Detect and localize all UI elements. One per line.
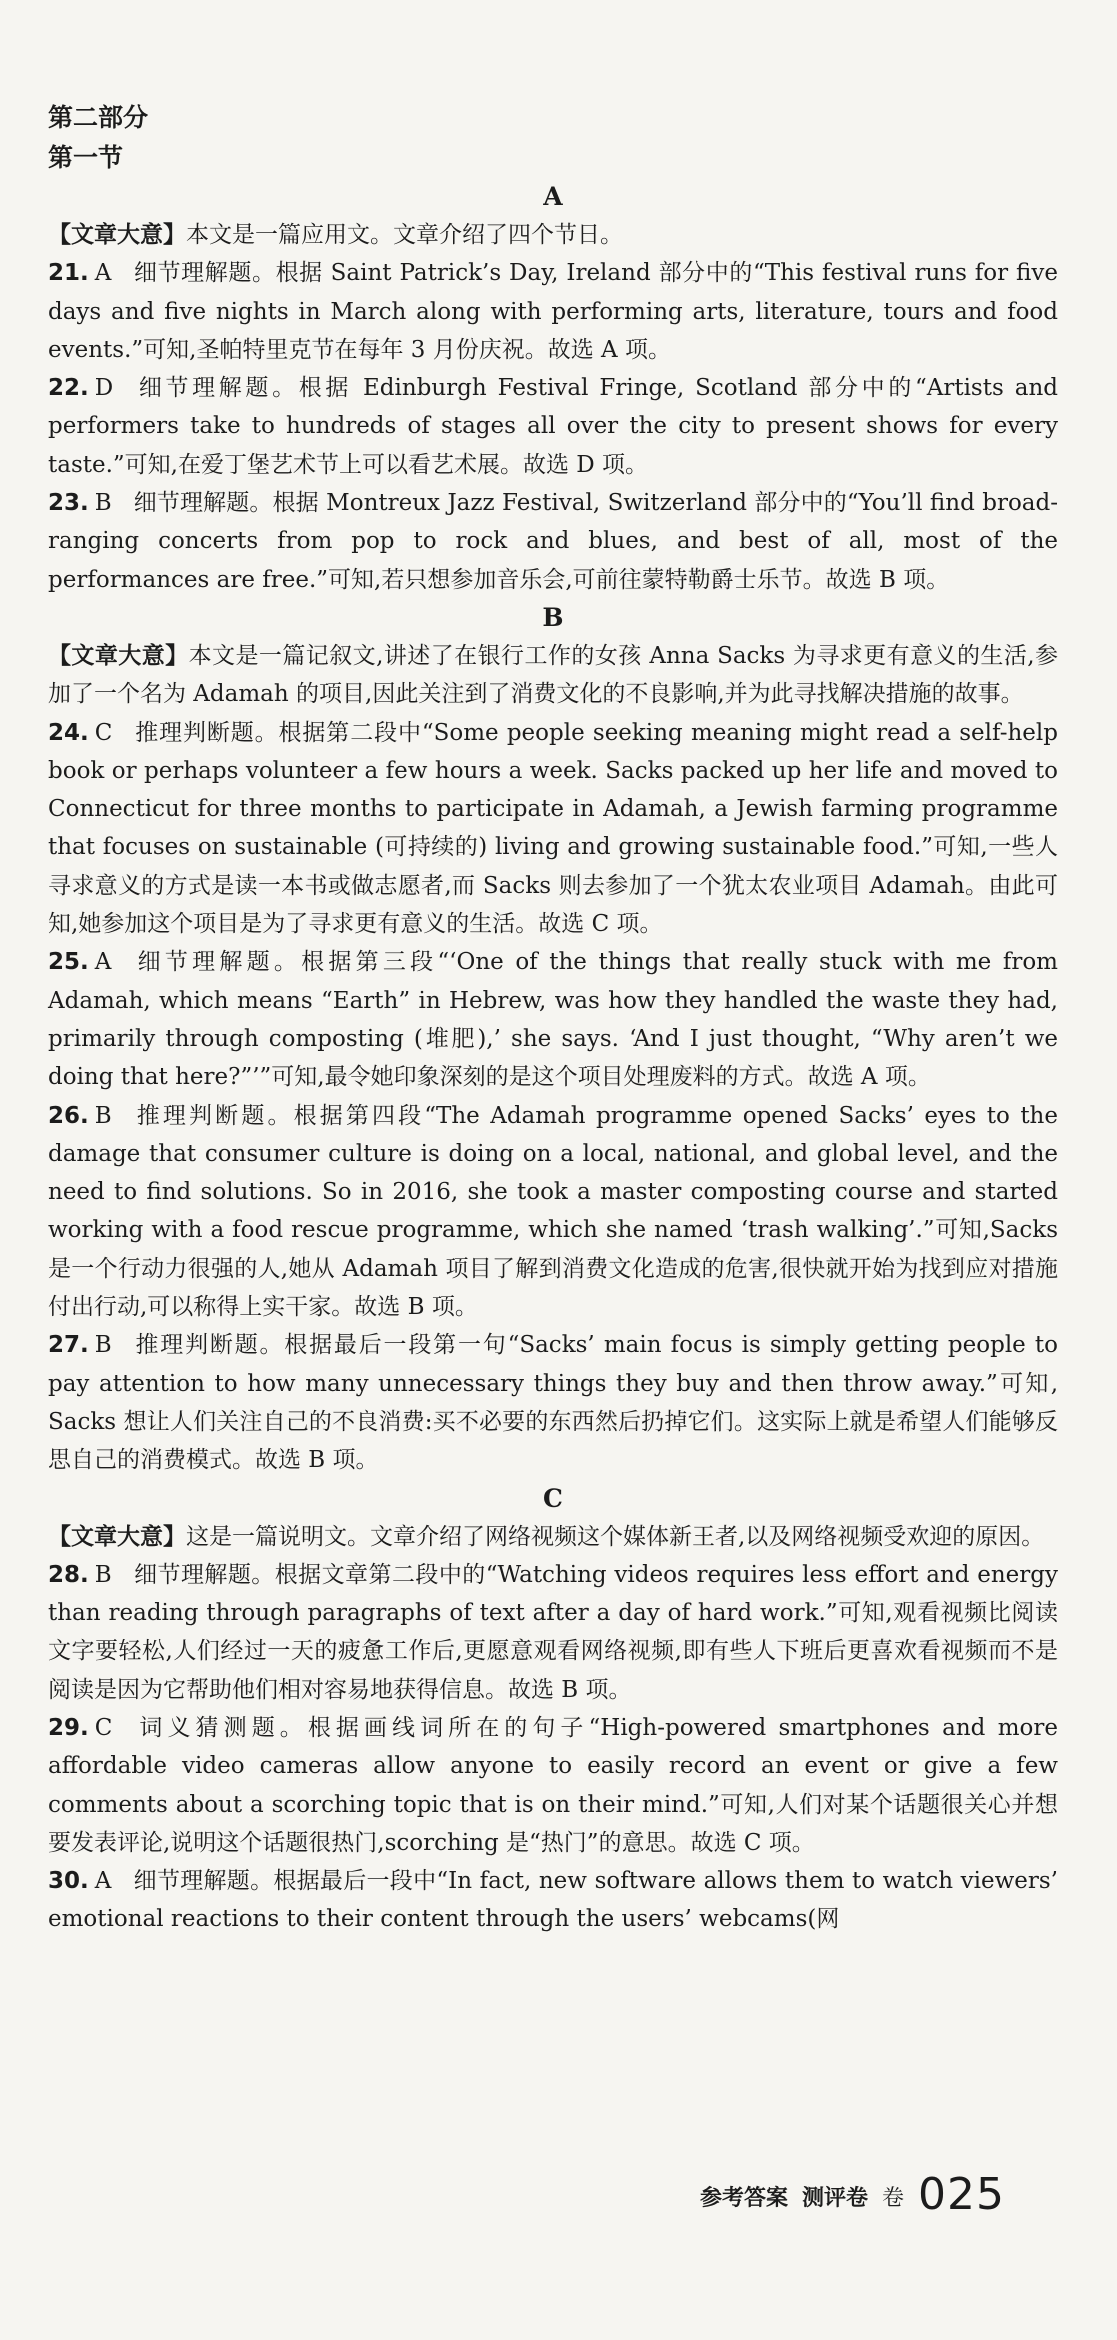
question-number: 30. bbox=[48, 1868, 89, 1895]
passage-letter: B bbox=[542, 602, 564, 632]
question-number: 27. bbox=[48, 1332, 89, 1359]
summary-label: 【文章大意】 bbox=[48, 222, 186, 248]
page-number: 025 bbox=[918, 2169, 1006, 2220]
question-number: 26. bbox=[48, 1102, 89, 1129]
explanation: 推理判断题。根据最后一段第一句“Sacks’ main focus is simply getting people to pay attention to how many unnecessary things they buy and then throw away.”可知, Sacks 想让人们关注自己的不良消费:买不必要的东西然后扔掉它们。这实际上就是希望人们能够反思自己的消费模式。故选 B 项。 bbox=[48, 1332, 1058, 1474]
answer-letter: A bbox=[94, 1868, 112, 1895]
summary-text: 这是一篇说明文。文章介绍了网络视频这个媒体新王者,以及网络视频受欢迎的原因。 bbox=[186, 1523, 1045, 1550]
explanation: 推理判断题。根据第二段中“Some people seeking meaning might read a self-help book or perhaps volunteer a few hours a week. Sacks packed up her life and moved to Connecticut for three months to participate in Adamah, a Jewish farming programme that focuses on sustainable (可持续的) living and growing sustainable food.”可知,一些人寻求意义的方式是读一本书或做志愿者,而 Sacks 则去参加了一个犹太农业项目 Adamah。由此可知,她参加这个项目是为了寻求更有意义的生活。故选 C 项。 bbox=[48, 719, 1058, 938]
passage-a bbox=[48, 178, 1058, 599]
answer-letter: A bbox=[94, 949, 112, 976]
question-number: 29. bbox=[48, 1714, 89, 1741]
answer-page bbox=[48, 98, 1058, 1939]
answer-item bbox=[48, 254, 1058, 369]
explanation: 细节理解题。根据 Montreux Jazz Festival, Switzerland 部分中的“You’ll find broad-ranging concerts from pop to rock and blues, and best of all, most of the performances are free.”可知,若只想参加音乐会,可前往蒙特勒爵士乐节。故选 B 项。 bbox=[48, 490, 1058, 593]
answer-letter: B bbox=[94, 1102, 112, 1129]
explanation: 词义猜测题。根据画线词所在的句子“High-powered smartphones and more affordable video cameras allow anyone to easily record an event or give a few comments about a scorching topic that is on their mind.”可知,人们对某个话题很关心并想要发表评论,说明这个话题很热门,scorching 是“热门”的意思。故选 C 项。 bbox=[48, 1714, 1058, 1856]
footer-reference-answers: 参考答案 bbox=[700, 2186, 789, 2211]
answer-item bbox=[48, 369, 1058, 484]
summary-text: 本文是一篇应用文。文章介绍了四个节日。 bbox=[186, 222, 623, 248]
section-title: 第一节 bbox=[48, 143, 124, 172]
question-number: 21. bbox=[48, 260, 89, 287]
answer-item bbox=[48, 714, 1058, 944]
answer-letter: C bbox=[94, 1714, 113, 1741]
answer-item bbox=[48, 484, 1058, 599]
passage-summary bbox=[48, 1518, 1058, 1556]
passage-letter: A bbox=[543, 182, 563, 211]
answer-item bbox=[48, 1709, 1058, 1862]
explanation: 细节理解题。根据 Saint Patrick’s Day, Ireland 部分中的“This festival runs for five days and five nights in March along with performing arts, literature, tours and food events.”可知,圣帕特里克节在每年 3 月份庆祝。故选 A 项。 bbox=[48, 260, 1058, 363]
answer-letter: B bbox=[94, 1332, 112, 1359]
question-number: 23. bbox=[48, 490, 89, 517]
explanation: 细节理解题。根据第三段“‘One of the things that really stuck with me from Adamah, which means “Earth” in Hebrew, was how they handled the waste they had, primarily through composting (堆肥),’ she says. ‘And I just thought, “Why aren’t we doing that here?”’”可知,最令她印象深刻的是这个项目处理废料的方式。故选 A 项。 bbox=[48, 949, 1058, 1091]
explanation: 细节理解题。根据 Edinburgh Festival Fringe, Scotland 部分中的“Artists and performers take to hundreds of stages all over the city to present shows for every taste.”可知,在爱丁堡艺术节上可以看艺术展。故选 D 项。 bbox=[48, 375, 1058, 478]
passage-c bbox=[48, 1480, 1058, 1939]
answer-item bbox=[48, 1862, 1058, 1939]
passage-letter: C bbox=[543, 1483, 563, 1513]
question-number: 25. bbox=[48, 949, 89, 976]
summary-text: 本文是一篇记叙文,讲述了在银行工作的女孩 Anna Sacks 为寻求更有意义的生活,参加了一个名为 Adamah 的项目,因此关注到了消费文化的不良影响,并为此寻找解决措施的故事。 bbox=[48, 642, 1059, 708]
passage-summary bbox=[48, 637, 1058, 714]
answer-item bbox=[48, 943, 1058, 1096]
answer-letter: C bbox=[94, 719, 113, 746]
explanation: 细节理解题。根据最后一段中“In fact, new software allows them to watch viewers’ emotional reactions to their content through the users’ webcams(网 bbox=[48, 1868, 1058, 1933]
answer-item bbox=[48, 1097, 1058, 1327]
footer-test-label: 测评卷 bbox=[802, 2186, 869, 2211]
page-footer bbox=[700, 2160, 1040, 2220]
answer-item bbox=[48, 1326, 1058, 1479]
passage-summary bbox=[48, 216, 1058, 254]
answer-letter: A bbox=[94, 260, 112, 287]
explanation: 推理判断题。根据第四段“The Adamah programme opened Sacks’ eyes to the damage that consumer culture is doing on a local, national, and global level, and the need to find solutions. So in 2016, she took a master composting course and started working with a food rescue programme, which she named ‘trash walking’.”可知,Sacks 是一个行动力很强的人,她从 Adamah 项目了解到消费文化造成的危害,很快就开始为找到应对措施付出行动,可以称得上实干家。故选 B 项。 bbox=[48, 1102, 1058, 1321]
part-title: 第二部分 bbox=[48, 103, 149, 132]
answer-item bbox=[48, 1556, 1058, 1709]
passage-b bbox=[48, 599, 1058, 1480]
answer-letter: B bbox=[94, 1561, 112, 1588]
question-number: 28. bbox=[48, 1561, 89, 1588]
answer-letter: B bbox=[94, 490, 112, 517]
answer-letter: D bbox=[94, 375, 114, 402]
explanation: 细节理解题。根据文章第二段中的“Watching videos requires less effort and energy than reading through paragraphs of text after a day of hard work.”可知,观看视频比阅读文字要轻松,人们经过一天的疲惫工作后,更愿意观看网络视频,即有些人下班后更喜欢看视频而不是阅读是因为它帮助他们相对容易地获得信息。故选 B 项。 bbox=[48, 1561, 1058, 1703]
question-number: 22. bbox=[48, 375, 89, 402]
footer-volume-label: 卷 bbox=[882, 2186, 905, 2211]
summary-label: 【文章大意】 bbox=[48, 642, 189, 669]
question-number: 24. bbox=[48, 719, 89, 746]
summary-label: 【文章大意】 bbox=[48, 1523, 186, 1550]
